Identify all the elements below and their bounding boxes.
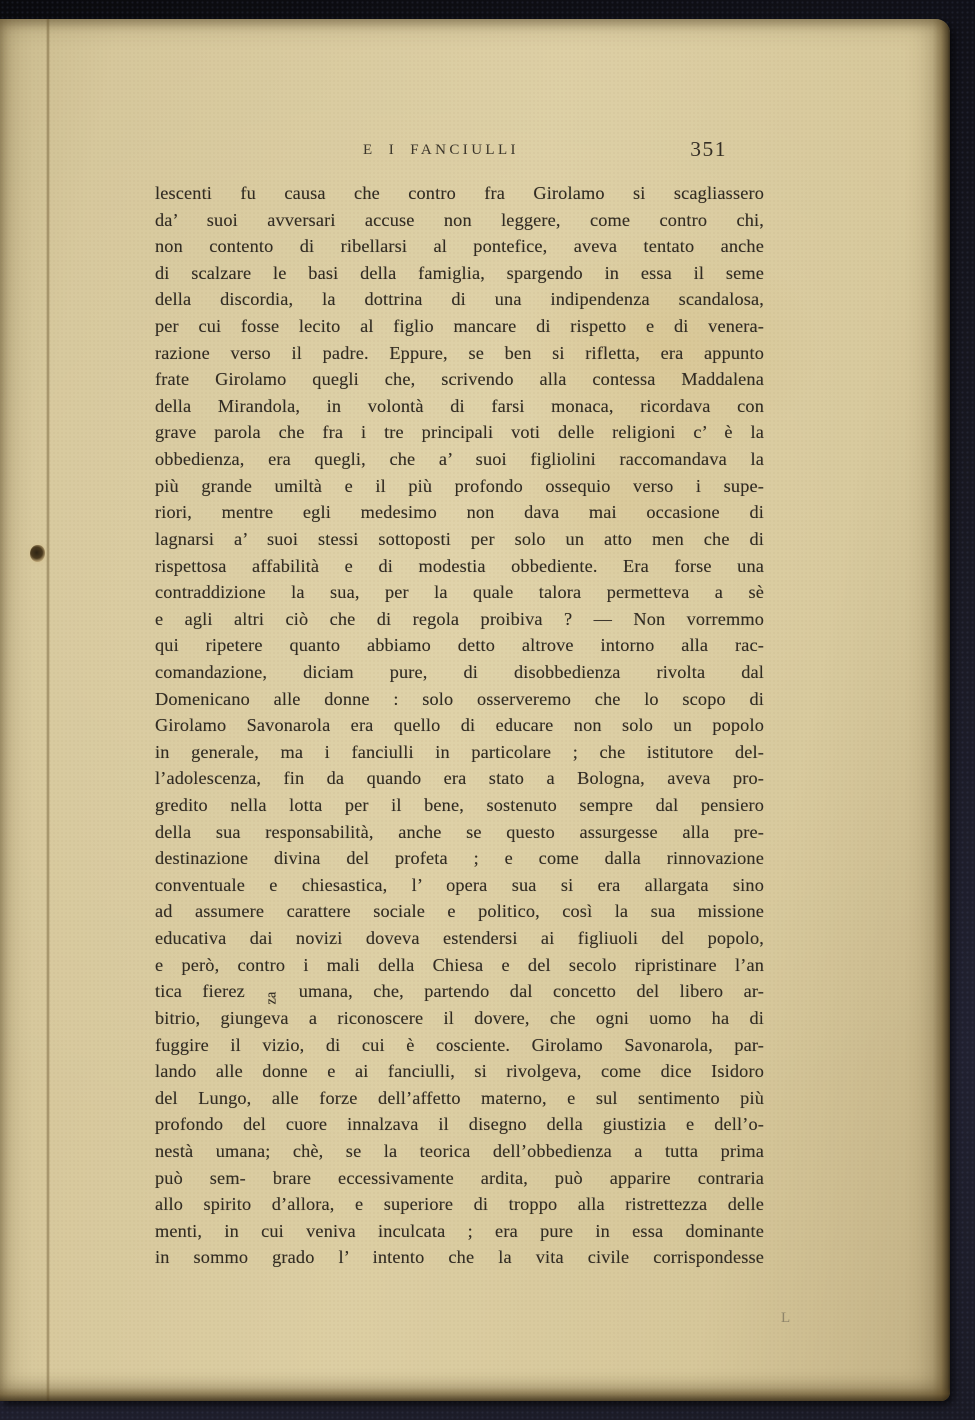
text-line: Domenicano alle donne : solo osserveremo che lo scopo di — [155, 688, 764, 709]
text-line: della discordia, la dottrina di una indipendenza scandalosa, — [155, 289, 764, 310]
text-line: di scalzare le basi della famiglia, spargendo in essa il seme — [155, 262, 764, 283]
under-leaf-edge — [0, 19, 47, 1401]
text-line: della Mirandola, in volontà di farsi monaca, ricordava con — [155, 395, 764, 416]
text-line: rispettosa affabilità e di modestia obbediente. Era forse una — [155, 555, 764, 576]
text-line: contraddizione la sua, per la quale talora permetteva a sè — [155, 582, 764, 603]
text-line: obbedienza, era quegli, che a’ suoi figliolini raccomandava la — [155, 449, 764, 470]
text-line: razione verso il padre. Eppure, se ben si rifletta, era appunto — [155, 342, 764, 363]
page-stack-edge-right — [933, 19, 950, 1401]
page-header — [155, 136, 763, 164]
text-line: in sommo grado l’ intento che la vita civile corrispondesse — [155, 1247, 764, 1268]
pencil-mark: L — [781, 1310, 791, 1326]
text-line: profondo del cuore innalzava il disegno della giustizia e dell’o- — [155, 1114, 764, 1135]
text-line: e agli altri ciò che di regola proibiva ? — Non vorremmo — [155, 608, 764, 629]
text-line: frate Girolamo quegli che, scrivendo alla contessa Maddalena — [155, 369, 764, 390]
text-line: l’adolescenza, fin da quando era stato a Bologna, aveva pro- — [155, 768, 764, 789]
text-line: più grande umiltà e il più profondo ossequio verso i supe- — [155, 475, 764, 496]
text-line: della sua responsabilità, anche se questo assurgesse alla pre- — [155, 821, 764, 842]
text-line: lagnarsi a’ suoi stessi sottoposti per solo un atto men che di — [155, 528, 764, 549]
text-line: in generale, ma i fanciulli in particolare ; che istitutore del- — [155, 741, 764, 762]
page-stack-edge-bottom — [0, 1388, 950, 1401]
body-text — [155, 180, 764, 1271]
text-line: Girolamo Savonarola era quello di educare non solo un popolo — [155, 715, 764, 736]
text-line: comandazione, diciam pure, di disobbedienza rivolta dal — [155, 661, 764, 682]
text-line: allo spirito d’allora, e superiore di troppo alla ristrettezza delle — [155, 1194, 764, 1215]
text-line: educativa dai novizi doveva estendersi ai figliuoli del popolo, — [155, 928, 764, 949]
text-line: conventuale e chiesastica, l’ opera sua si era allargata sino — [155, 874, 764, 895]
text-line: destinazione divina del profeta ; e come dalla rinnovazione — [155, 848, 764, 869]
gutter-crease — [46, 19, 50, 1401]
text-line: nestà umana; chè, se la teorica dell’obbedienza a tutta prima — [155, 1140, 764, 1161]
text-line: per cui fosse lecito al figlio mancare di rispetto e di venera- — [155, 316, 764, 337]
text-line: lando alle donne e ai fanciulli, si rivolgeva, come dice Isidoro — [155, 1061, 764, 1082]
text-line: del Lungo, alle forze dell’affetto materno, e sul sentimento più — [155, 1087, 764, 1108]
rotated-type-fragment: za — [263, 991, 280, 1005]
page-number: 351 — [690, 137, 727, 161]
text-line: e però, contro i mali della Chiesa e del secolo ripristinare l’an — [155, 954, 764, 975]
text-line: menti, in cui veniva inculcata ; era pure in essa dominante — [155, 1220, 764, 1241]
text-line: grave parola che fra i tre principali voti delle religioni c’ è la — [155, 422, 764, 443]
text-line: lescenti fu causa che contro fra Girolamo si scagliassero — [155, 183, 764, 203]
text-line: riori, mentre egli medesimo non dava mai occasione di — [155, 502, 764, 523]
text-line: tica fierez za umana, che, partendo dal concetto del libero ar- — [155, 981, 764, 1005]
text-line: non contento di ribellarsi al pontefice, aveva tentato anche — [155, 236, 764, 257]
book-page — [0, 19, 950, 1401]
text-line: da’ suoi avversari accuse non leggere, come contro chi, — [155, 209, 764, 230]
text-line: può sem- brare eccessivamente ardita, può apparire contraria — [155, 1167, 764, 1188]
text-line: fuggire il vizio, di cui è cosciente. Girolamo Savonarola, par- — [155, 1034, 764, 1055]
running-title: E I FANCIULLI — [363, 142, 519, 158]
text-line: gredito nella lotta per il bene, sostenuto sempre dal pensiero — [155, 795, 764, 816]
text-line: ad assumere carattere sociale e politico, così la sua missione — [155, 901, 764, 922]
text-line: qui ripetere quanto abbiamo detto altrove intorno alla rac- — [155, 635, 764, 656]
text-line: bitrio, giungeva a riconoscere il dovere, che ogni uomo ha di — [155, 1007, 764, 1028]
wormhole — [30, 545, 45, 562]
